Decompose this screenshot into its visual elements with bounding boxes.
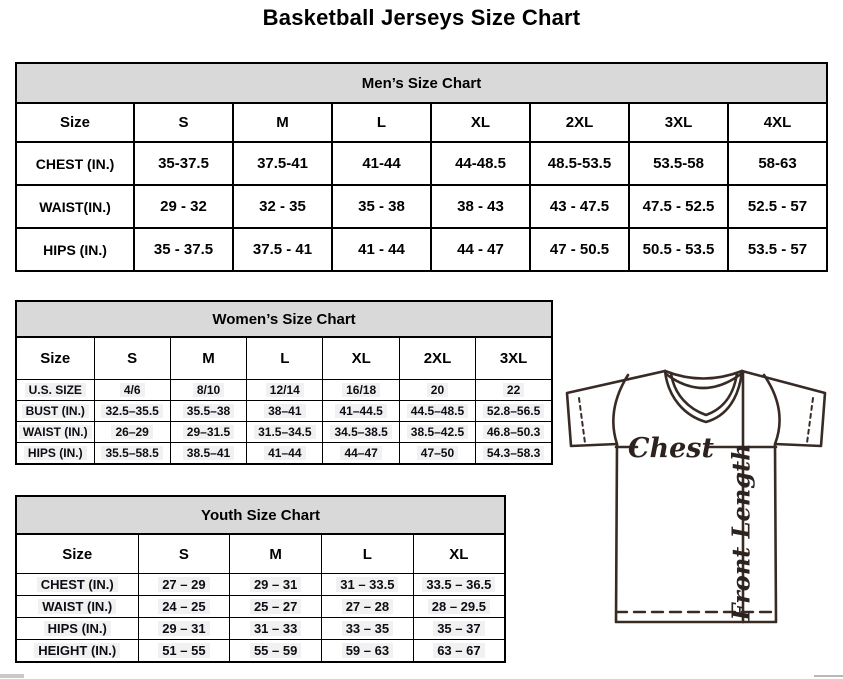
cell-value: 33 – 35 bbox=[342, 621, 393, 637]
column-header: M bbox=[170, 337, 246, 380]
cell-value: 41–44 bbox=[264, 446, 305, 460]
left-sleeve-dash bbox=[579, 398, 585, 443]
column-header: M bbox=[233, 103, 332, 142]
table-cell bbox=[399, 401, 475, 422]
cell-value: U.S. SIZE bbox=[25, 383, 86, 397]
table-cell bbox=[476, 443, 552, 465]
table-cell bbox=[170, 422, 246, 443]
table-cell bbox=[94, 422, 170, 443]
cell-value: 29 – 31 bbox=[158, 621, 209, 637]
table-row bbox=[16, 574, 505, 596]
table-cell bbox=[94, 401, 170, 422]
table-cell bbox=[413, 618, 505, 640]
table-cell: 50.5 - 53.5 bbox=[629, 228, 728, 271]
cell-value: 28 – 29.5 bbox=[428, 599, 490, 615]
table-cell bbox=[413, 574, 505, 596]
table-cell: 41 - 44 bbox=[332, 228, 431, 271]
page-title: Basketball Jerseys Size Chart bbox=[262, 5, 581, 30]
cell-value: 59 – 63 bbox=[342, 643, 393, 659]
table-cell: 52.5 - 57 bbox=[728, 185, 827, 228]
row-label bbox=[16, 618, 138, 640]
table-row bbox=[16, 401, 552, 422]
table-cell bbox=[322, 618, 414, 640]
column-header: XL bbox=[413, 534, 505, 574]
table-cell bbox=[476, 422, 552, 443]
row-label: HIPS (IN.) bbox=[16, 228, 134, 271]
table-cell bbox=[138, 640, 230, 663]
cell-value: WAIST (IN.) bbox=[38, 599, 116, 615]
table-cell: 48.5-53.5 bbox=[530, 142, 629, 185]
table-cell bbox=[413, 640, 505, 663]
youth-header-row bbox=[16, 534, 505, 574]
table-row bbox=[16, 443, 552, 465]
cell-value: 31 – 33 bbox=[250, 621, 301, 637]
column-header: XL bbox=[323, 337, 399, 380]
chest-label: Chest bbox=[628, 433, 714, 464]
table-cell: 29 - 32 bbox=[134, 185, 233, 228]
table-row bbox=[16, 142, 827, 185]
table-cell bbox=[323, 401, 399, 422]
cell-value: 55 – 59 bbox=[250, 643, 301, 659]
table-cell bbox=[399, 422, 475, 443]
table-cell bbox=[476, 401, 552, 422]
table-cell bbox=[323, 422, 399, 443]
jersey-outline bbox=[567, 371, 825, 622]
cell-value: 46.8–50.3 bbox=[483, 425, 544, 439]
cell-value: 35 – 37 bbox=[433, 621, 484, 637]
column-header: S bbox=[94, 337, 170, 380]
cell-value: 38.5–41 bbox=[183, 446, 234, 460]
table-cell bbox=[170, 380, 246, 401]
mens-chart-header: Men’s Size Chart bbox=[15, 62, 828, 102]
table-cell bbox=[138, 574, 230, 596]
row-label: CHEST (IN.) bbox=[16, 142, 134, 185]
table-cell bbox=[322, 574, 414, 596]
right-sleeve-dash bbox=[807, 398, 813, 443]
table-cell: 47.5 - 52.5 bbox=[629, 185, 728, 228]
table-cell bbox=[413, 596, 505, 618]
column-header: L bbox=[332, 103, 431, 142]
cell-value: BUST (IN.) bbox=[22, 404, 89, 418]
table-row bbox=[16, 640, 505, 663]
table-cell bbox=[230, 618, 322, 640]
cell-value: HIPS (IN.) bbox=[24, 446, 87, 460]
table-cell: 44 - 47 bbox=[431, 228, 530, 271]
womens-chart-header: Women’s Size Chart bbox=[15, 300, 553, 336]
row-label bbox=[16, 640, 138, 663]
table-cell: 37.5 - 41 bbox=[233, 228, 332, 271]
table-cell bbox=[323, 380, 399, 401]
womens-size-chart bbox=[15, 300, 553, 465]
row-label: WAIST(IN.) bbox=[16, 185, 134, 228]
cell-value: 27 – 29 bbox=[158, 577, 209, 593]
table-cell: 43 - 47.5 bbox=[530, 185, 629, 228]
table-cell bbox=[322, 596, 414, 618]
table-cell: 35 - 38 bbox=[332, 185, 431, 228]
mens-header-row bbox=[16, 103, 827, 142]
cell-value: 54.3–58.3 bbox=[483, 446, 544, 460]
cell-value: HIPS (IN.) bbox=[44, 621, 111, 637]
collar-back-arc bbox=[665, 371, 742, 379]
table-cell: 41-44 bbox=[332, 142, 431, 185]
cell-value: 44.5–48.5 bbox=[407, 404, 468, 418]
table-cell bbox=[170, 401, 246, 422]
cell-value: WAIST (IN.) bbox=[19, 425, 92, 439]
row-label bbox=[16, 574, 138, 596]
cell-value: HEIGHT (IN.) bbox=[34, 643, 120, 659]
scrollbar-fragment[interactable] bbox=[814, 675, 843, 677]
row-label bbox=[16, 596, 138, 618]
column-header: Size bbox=[16, 103, 134, 142]
left-armhole-seam bbox=[613, 375, 628, 444]
cell-value: 63 – 67 bbox=[433, 643, 484, 659]
horizontal-scrollbar-thumb[interactable] bbox=[0, 674, 24, 678]
column-header: L bbox=[247, 337, 323, 380]
cell-value: 38.5–42.5 bbox=[407, 425, 468, 439]
right-armhole-seam bbox=[764, 375, 780, 444]
table-cell: 37.5-41 bbox=[233, 142, 332, 185]
youth-size-chart bbox=[15, 495, 506, 663]
row-label bbox=[16, 422, 94, 443]
womens-table bbox=[15, 336, 553, 465]
cell-value: 51 – 55 bbox=[158, 643, 209, 659]
table-cell bbox=[476, 380, 552, 401]
mens-size-chart bbox=[15, 62, 828, 272]
table-cell: 53.5-58 bbox=[629, 142, 728, 185]
row-label bbox=[16, 401, 94, 422]
cell-value: 24 – 25 bbox=[158, 599, 209, 615]
cell-value: 41–44.5 bbox=[335, 404, 386, 418]
jersey-measurement-diagram bbox=[560, 360, 840, 650]
table-cell bbox=[247, 380, 323, 401]
table-cell bbox=[94, 443, 170, 465]
column-header: Size bbox=[16, 534, 138, 574]
table-cell: 53.5 - 57 bbox=[728, 228, 827, 271]
mens-table bbox=[15, 102, 828, 272]
column-header: M bbox=[230, 534, 322, 574]
table-cell bbox=[322, 640, 414, 663]
row-label bbox=[16, 380, 94, 401]
column-header: 4XL bbox=[728, 103, 827, 142]
front-length-label: Front Length bbox=[726, 443, 756, 621]
cell-value: 34.5–38.5 bbox=[330, 425, 391, 439]
cell-value: 47–50 bbox=[417, 446, 458, 460]
youth-table bbox=[15, 533, 506, 663]
table-cell bbox=[230, 574, 322, 596]
table-cell: 47 - 50.5 bbox=[530, 228, 629, 271]
table-row bbox=[16, 422, 552, 443]
column-header: S bbox=[138, 534, 230, 574]
table-cell: 32 - 35 bbox=[233, 185, 332, 228]
column-header: Size bbox=[16, 337, 94, 380]
column-header: 2XL bbox=[530, 103, 629, 142]
table-row bbox=[16, 380, 552, 401]
cell-value: 31.5–34.5 bbox=[254, 425, 315, 439]
cell-value: 29 – 31 bbox=[250, 577, 301, 593]
table-cell: 35-37.5 bbox=[134, 142, 233, 185]
cell-value: 20 bbox=[427, 383, 448, 397]
cell-value: 16/18 bbox=[342, 383, 380, 397]
womens-header-row bbox=[16, 337, 552, 380]
row-label bbox=[16, 443, 94, 465]
cell-value: 35.5–58.5 bbox=[101, 446, 162, 460]
table-cell bbox=[230, 596, 322, 618]
table-cell bbox=[323, 443, 399, 465]
column-header: L bbox=[322, 534, 414, 574]
cell-value: 52.8–56.5 bbox=[483, 404, 544, 418]
cell-value: 35.5–38 bbox=[183, 404, 234, 418]
cell-value: 4/6 bbox=[120, 383, 145, 397]
cell-value: 22 bbox=[503, 383, 524, 397]
table-cell bbox=[399, 380, 475, 401]
cell-value: CHEST (IN.) bbox=[37, 577, 118, 593]
table-row bbox=[16, 185, 827, 228]
column-header: XL bbox=[431, 103, 530, 142]
column-header: 3XL bbox=[629, 103, 728, 142]
table-row bbox=[16, 618, 505, 640]
cell-value: 33.5 – 36.5 bbox=[422, 577, 495, 593]
cell-value: 38–41 bbox=[264, 404, 305, 418]
table-cell bbox=[138, 596, 230, 618]
table-cell bbox=[94, 380, 170, 401]
table-cell bbox=[247, 401, 323, 422]
table-cell bbox=[247, 443, 323, 465]
cell-value: 8/10 bbox=[193, 383, 224, 397]
cell-value: 31 – 33.5 bbox=[336, 577, 398, 593]
cell-value: 26–29 bbox=[111, 425, 152, 439]
table-cell: 58-63 bbox=[728, 142, 827, 185]
cell-value: 12/14 bbox=[266, 383, 304, 397]
table-cell bbox=[230, 640, 322, 663]
table-cell: 35 - 37.5 bbox=[134, 228, 233, 271]
table-cell bbox=[138, 618, 230, 640]
table-cell: 44-48.5 bbox=[431, 142, 530, 185]
cell-value: 44–47 bbox=[340, 446, 381, 460]
youth-chart-header: Youth Size Chart bbox=[15, 495, 506, 533]
table-cell: 38 - 43 bbox=[431, 185, 530, 228]
table-cell bbox=[399, 443, 475, 465]
column-header: 3XL bbox=[476, 337, 552, 380]
column-header: S bbox=[134, 103, 233, 142]
table-cell bbox=[170, 443, 246, 465]
cell-value: 29–31.5 bbox=[183, 425, 234, 439]
column-header: 2XL bbox=[399, 337, 475, 380]
table-row bbox=[16, 228, 827, 271]
cell-value: 27 – 28 bbox=[342, 599, 393, 615]
cell-value: 32.5–35.5 bbox=[101, 404, 162, 418]
table-cell bbox=[247, 422, 323, 443]
cell-value: 25 – 27 bbox=[250, 599, 301, 615]
table-row bbox=[16, 596, 505, 618]
